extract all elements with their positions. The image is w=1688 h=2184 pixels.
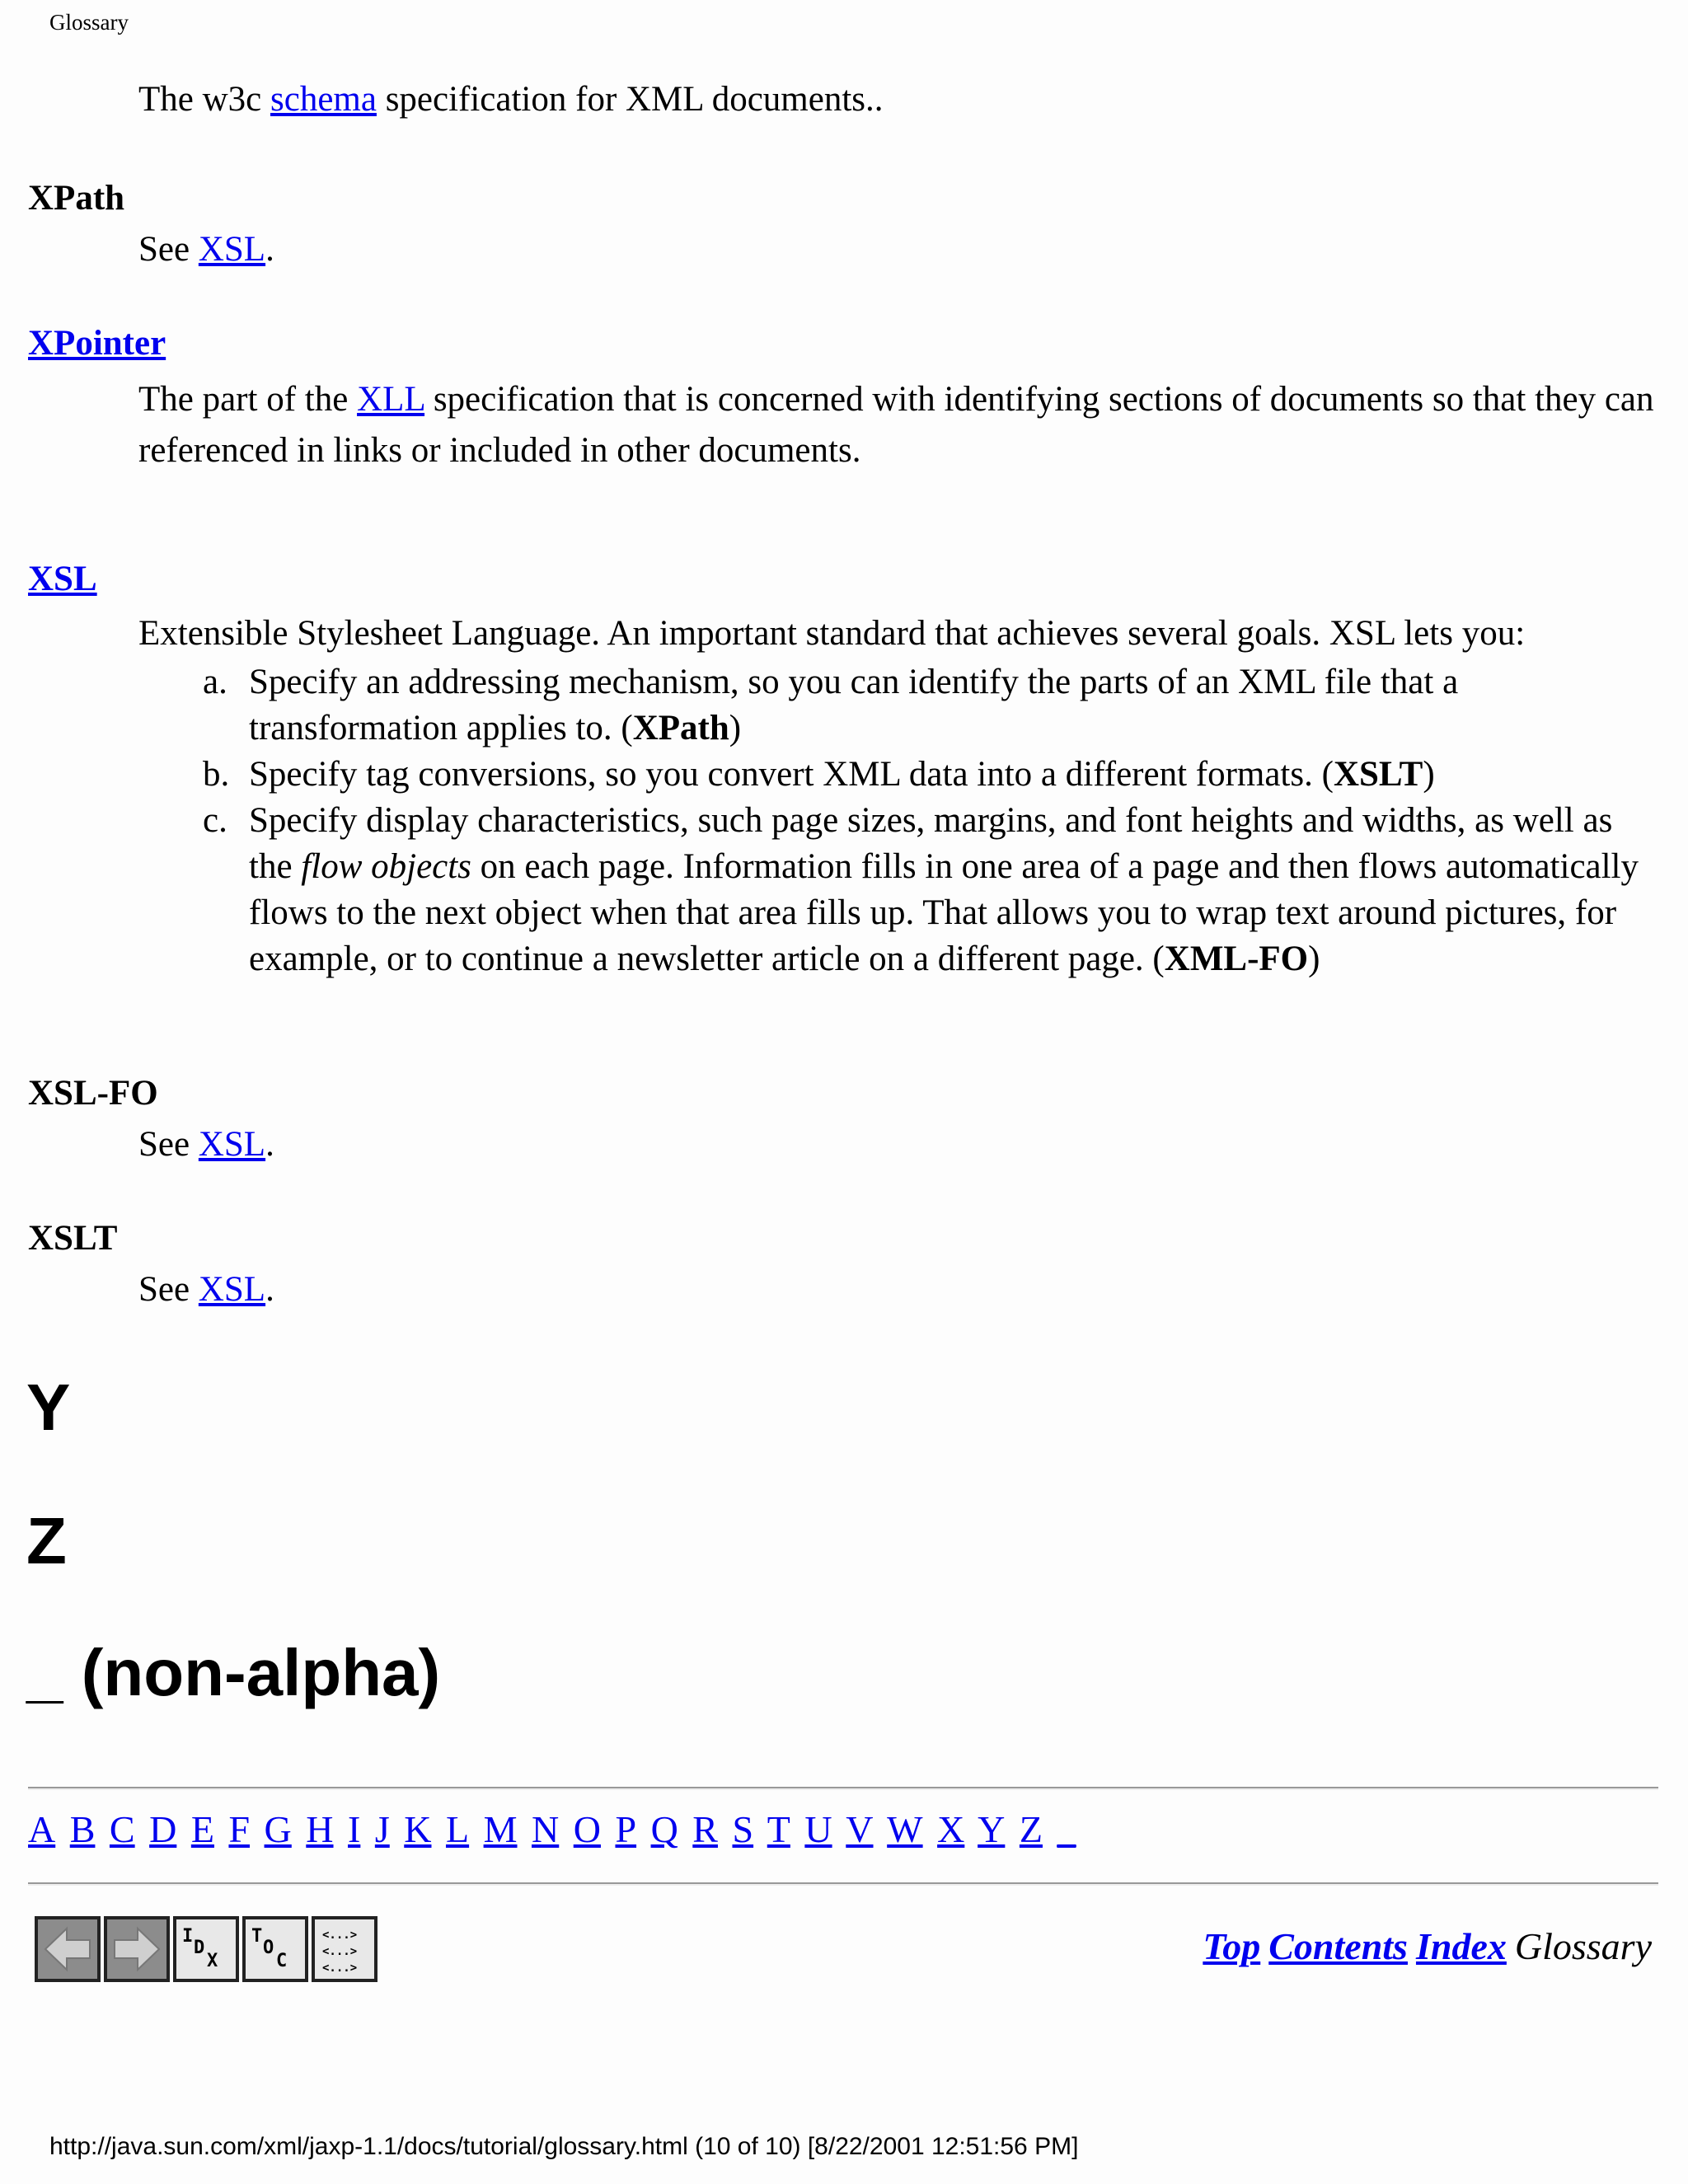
list-item: c. Specify display characteristics, such page sizes, margins, and font heights and widths, as well as the flow objects on each page. Information fills in one area of a page and then flows automatically flows to the next object when that area fills up. That allows you to wrap text around pictures, for example, or to continue a newsletter article on a different page. (XML-FO) <box>203 801 1639 978</box>
alpha-link-k[interactable]: K <box>404 1808 432 1850</box>
footer-nav-links <box>1203 1924 1652 1968</box>
index-icon[interactable] <box>173 1916 239 1982</box>
list-item: a. Specify an addressing mechanism, so you can identify the parts of an XML file that a transformation applies to. (XPath) <box>203 663 1459 748</box>
svg-text:<...>: <...> <box>322 1945 358 1958</box>
alphabet-nav <box>28 1807 1081 1851</box>
alpha-link-w[interactable]: W <box>887 1808 923 1850</box>
alpha-link-j[interactable]: J <box>374 1808 390 1850</box>
term-xpath: XPath <box>28 179 125 218</box>
alpha-link-i[interactable]: I <box>348 1808 361 1850</box>
alpha-link-l[interactable]: L <box>445 1808 470 1850</box>
xslt-definition: See XSL. <box>138 1270 274 1309</box>
alpha-link-d[interactable]: D <box>149 1808 177 1850</box>
next-arrow-icon[interactable] <box>104 1916 170 1982</box>
xpath-definition: See XSL. <box>138 230 274 269</box>
alpha-link-x[interactable]: X <box>937 1808 965 1850</box>
xslfo-xsl-link[interactable]: XSL <box>198 1125 266 1164</box>
alpha-link-s[interactable]: S <box>732 1808 754 1850</box>
section-heading-y: Y <box>26 1371 71 1444</box>
page-header-title: Glossary <box>49 10 129 35</box>
list-item: b. Specify tag conversions, so you convert XML data into a different formats. (XSLT) <box>203 755 1435 794</box>
section-heading-nonalpha: _ (non-alpha) <box>26 1636 441 1709</box>
alpha-link-f[interactable]: F <box>228 1808 251 1850</box>
xpath-xsl-link[interactable]: XSL <box>198 230 266 269</box>
alpha-link-t[interactable]: T <box>767 1808 790 1850</box>
term-xsl-fo: XSL-FO <box>28 1074 158 1113</box>
prev-arrow-icon[interactable] <box>35 1916 101 1982</box>
schema-definition: The w3c schema specification for XML documents.. <box>138 80 884 119</box>
current-page-label: Glossary <box>1514 1925 1652 1967</box>
svg-text:I: I <box>182 1926 194 1947</box>
nav-icon-bar <box>35 1916 381 1982</box>
svg-text:X: X <box>207 1951 218 1971</box>
footer-url: http://java.sun.com/xml/jaxp-1.1/docs/tutorial/glossary.html (10 of 10) [8/22/2001 12:51:56 PM] <box>49 2133 1079 2160</box>
term-xsl-link[interactable]: XSL <box>28 560 97 598</box>
xml-tree-icon[interactable] <box>312 1916 377 1982</box>
svg-text:D: D <box>194 1938 205 1958</box>
svg-text:O: O <box>263 1938 274 1958</box>
index-link[interactable]: Index <box>1415 1925 1507 1967</box>
alpha-link-c[interactable]: C <box>109 1808 135 1850</box>
xpointer-definition: The part of the XLL specification that is concerned with identifying sections of documents so that they can referenced in links or included in other documents. <box>138 380 1654 470</box>
alpha-link-b[interactable]: B <box>69 1808 96 1850</box>
xll-link[interactable]: XLL <box>357 380 425 419</box>
toc-icon[interactable] <box>242 1916 308 1982</box>
term-xpointer-link[interactable]: XPointer <box>28 324 166 363</box>
xsl-definition: Extensible Stylesheet Language. An important standard that achieves several goals. XSL lets you: <box>138 614 1526 653</box>
alpha-link-q[interactable]: Q <box>650 1808 678 1850</box>
contents-link[interactable]: Contents <box>1268 1925 1408 1967</box>
term-xslt: XSLT <box>28 1219 118 1258</box>
xslfo-definition: See XSL. <box>138 1125 274 1164</box>
alpha-link-a[interactable]: A <box>28 1808 56 1850</box>
alpha-link-u[interactable]: U <box>804 1808 832 1850</box>
section-heading-z: Z <box>26 1504 67 1577</box>
alpha-link-n[interactable]: N <box>532 1808 560 1850</box>
alpha-link-g[interactable]: G <box>264 1808 292 1850</box>
svg-text:T: T <box>251 1926 263 1947</box>
alpha-link-m[interactable]: M <box>483 1808 518 1850</box>
alpha-link-v[interactable]: V <box>846 1808 874 1850</box>
alpha-link-z[interactable]: Z <box>1019 1808 1043 1850</box>
alpha-link-h[interactable]: H <box>306 1808 334 1850</box>
xslt-xsl-link[interactable]: XSL <box>198 1270 266 1309</box>
alpha-link-e[interactable]: E <box>190 1808 214 1850</box>
svg-text:<...>: <...> <box>322 1929 358 1942</box>
alpha-link-r[interactable]: R <box>692 1808 718 1850</box>
divider <box>28 1882 1658 1886</box>
schema-link[interactable]: schema <box>270 80 377 119</box>
top-link[interactable]: Top <box>1203 1925 1261 1967</box>
alpha-link-nonalpha[interactable]: _ <box>1057 1808 1076 1850</box>
alpha-link-y[interactable]: Y <box>978 1808 1006 1850</box>
alpha-link-o[interactable]: O <box>573 1808 601 1850</box>
divider <box>28 1787 1658 1790</box>
svg-text:C: C <box>276 1951 288 1971</box>
alpha-link-p[interactable]: P <box>615 1808 637 1850</box>
svg-text:<...>: <...> <box>322 1961 358 1975</box>
